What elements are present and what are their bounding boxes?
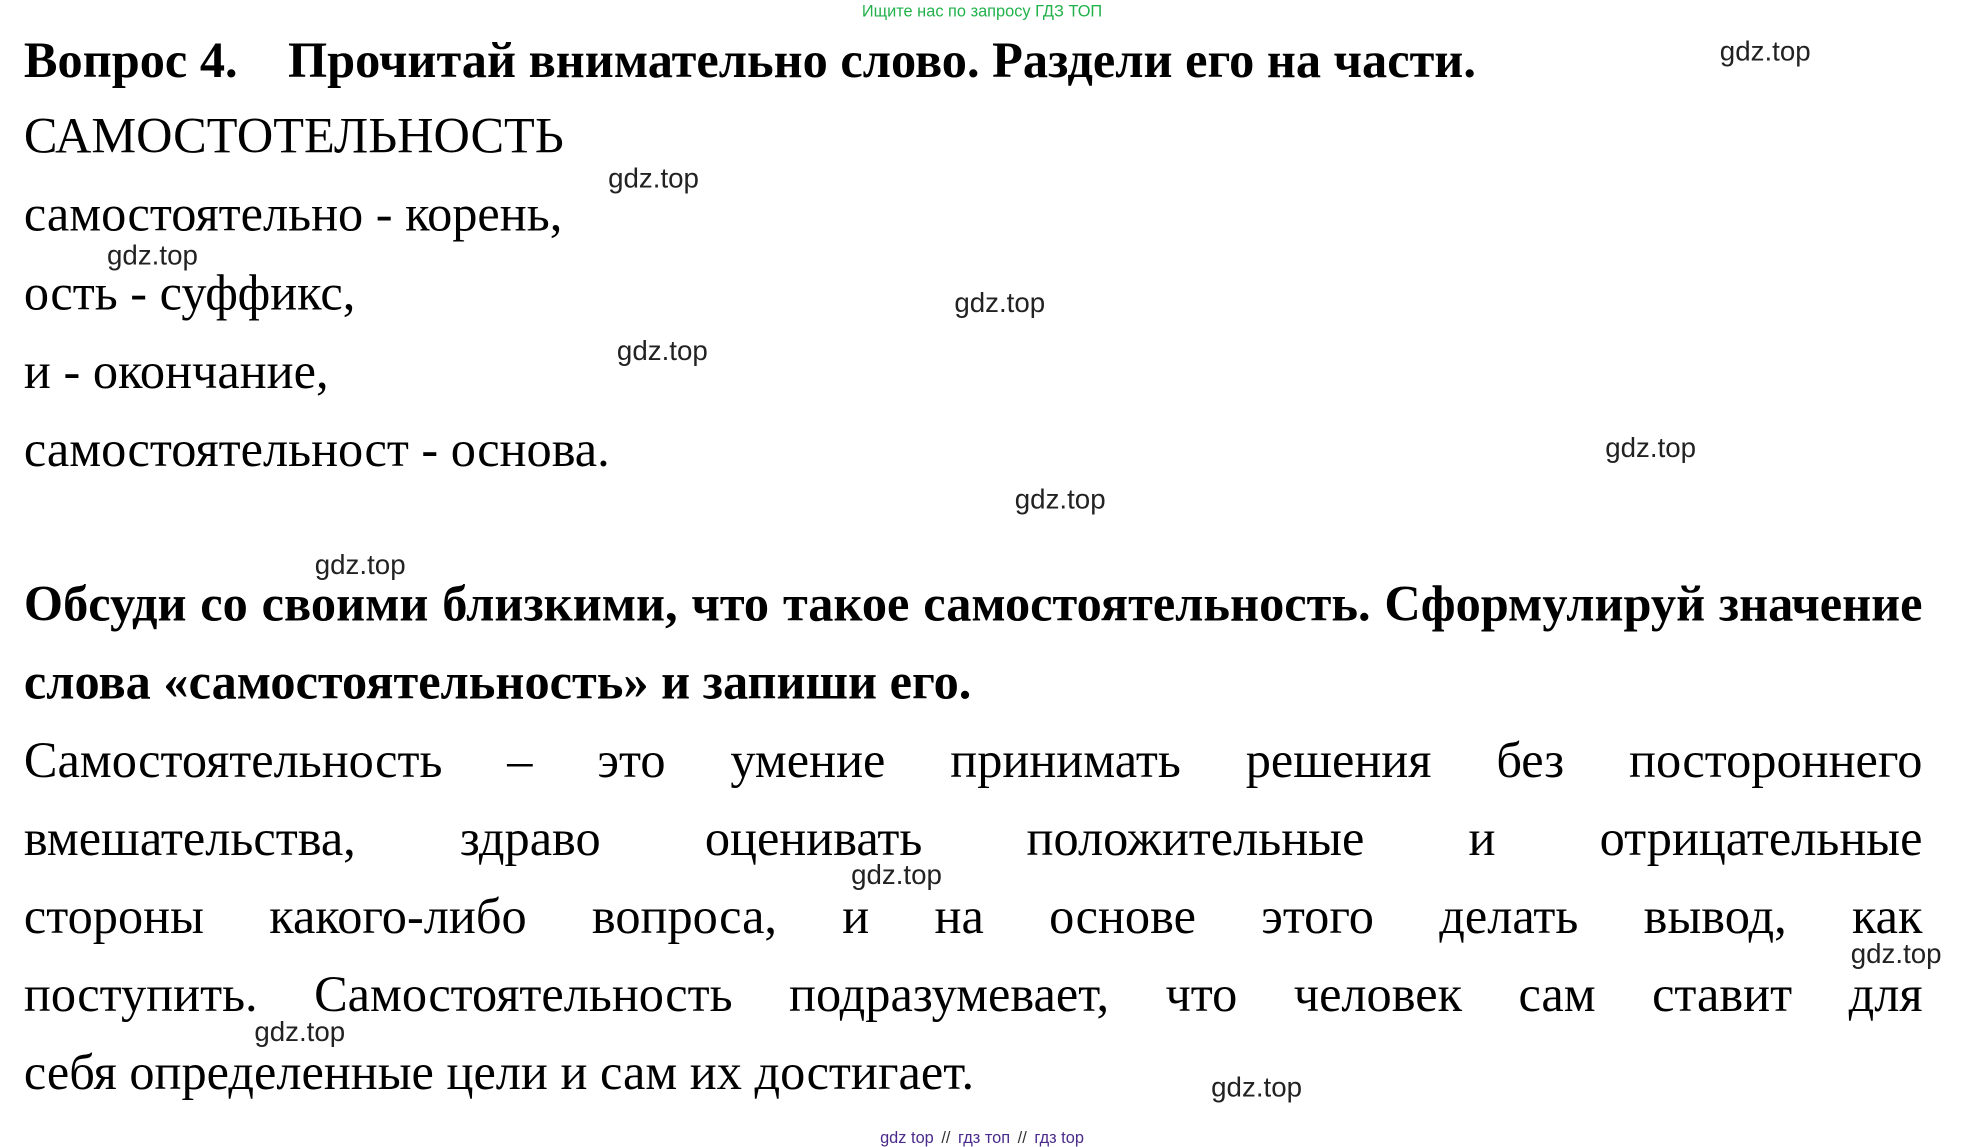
footer-links [0, 1128, 1964, 1147]
watermark: gdz.top [954, 287, 1046, 319]
watermark: gdz.top [1719, 35, 1811, 67]
footer-link-gdz-top[interactable]: gdz top [880, 1128, 934, 1147]
word-part-stem: самостоятельност - основа. [23, 420, 610, 478]
watermark: gdz.top [851, 858, 942, 891]
watermark: gdz.top [1211, 1071, 1303, 1103]
watermark: gdz.top [616, 334, 708, 367]
footer-separator: // [941, 1128, 951, 1147]
answer-line: Самостоятельность – это умение принимать решения без постороннего [23, 731, 1923, 789]
word-part-root: самостоятельно - корень, [23, 185, 563, 242]
question-heading [23, 31, 1476, 89]
watermark: gdz.top [608, 162, 699, 194]
watermark: gdz.top [254, 1016, 346, 1048]
answer-line: стороны какого-либо вопроса, и на основе этого делать вывод, как [23, 887, 1923, 945]
answer-line: вмешательства, здраво оценивать положительные и отрицательные [23, 809, 1923, 867]
footer-link-gdz-top-ru[interactable]: гдз топ [958, 1128, 1011, 1147]
watermark: gdz.top [1014, 483, 1106, 515]
question-text: Прочитай внимательно слово. Раздели его на части. [287, 31, 1476, 89]
answer-paragraph [24, 721, 1923, 1111]
watermark: gdz.top [1605, 431, 1697, 464]
footer-link-gdz-top-mixed[interactable]: гдз top [1034, 1128, 1084, 1147]
watermark: gdz.top [314, 548, 406, 581]
target-word: САМОСТОТЕЛЬНОСТЬ [23, 107, 564, 164]
word-part-suffix: ость - суффикс, [23, 264, 356, 322]
watermark: gdz.top [1850, 937, 1942, 970]
question-number: Вопрос 4. [23, 31, 238, 89]
search-banner[interactable]: Ищите нас по запросу ГДЗ ТОП [861, 1, 1103, 21]
word-part-ending: и - окончание, [23, 342, 329, 400]
footer-separator: // [1017, 1128, 1027, 1147]
watermark: gdz.top [107, 239, 198, 271]
task-text: Обсуди со своими близкими, что такое самостоятельность. Сформулируй значение слова «самостоятельность» и запиши его. [23, 575, 1923, 711]
answer-line: поступить. Самостоятельность подразумевает, что человек сам ставит для [23, 965, 1923, 1023]
answer-line: себя определенные цели и сам их достигает. [23, 1043, 975, 1101]
